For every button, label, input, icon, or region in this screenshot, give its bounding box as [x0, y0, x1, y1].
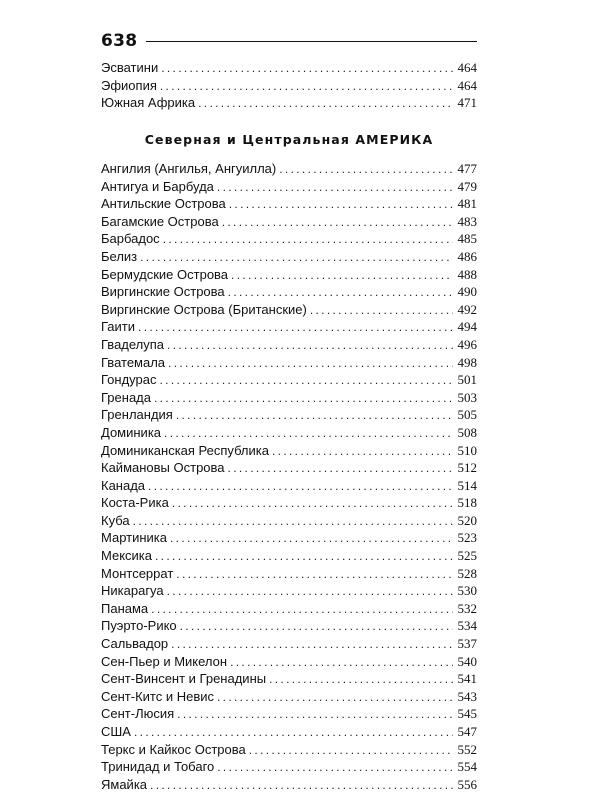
toc-entry-title: Мексика — [101, 548, 153, 564]
toc-entry-title: Бермудские Острова — [101, 266, 229, 282]
toc-entry — [101, 494, 477, 512]
toc-entry-title: Гватемала — [101, 354, 166, 370]
toc-entry-page: 537 — [457, 636, 477, 652]
toc-entry — [101, 600, 477, 618]
toc-entry-title: Сент-Винсент и Гренадины — [101, 671, 267, 687]
dot-leader — [160, 78, 453, 96]
toc-entry-title: США — [101, 724, 131, 739]
dot-leader — [161, 60, 453, 78]
dot-leader — [176, 566, 453, 584]
toc-entry-page: 520 — [457, 512, 477, 528]
toc-entry-page: 496 — [457, 336, 477, 352]
toc-entry — [101, 160, 477, 178]
toc-entry-title: Антигуа и Барбуда — [101, 178, 214, 194]
toc-entry-title: Теркс и Кайкос Острова — [101, 741, 246, 757]
dot-leader — [217, 759, 453, 777]
dot-leader — [172, 495, 453, 513]
toc-entry-page: 547 — [457, 724, 477, 739]
toc-entry — [101, 512, 477, 530]
toc-entry — [101, 741, 477, 759]
dot-leader — [217, 689, 453, 707]
toc-entry-page: 471 — [457, 95, 477, 111]
toc-entry-title: Эфиопия — [101, 77, 157, 93]
toc-entry-title: Доминиканская Республика — [101, 442, 269, 458]
toc-entry-page: 541 — [457, 671, 477, 687]
toc-entry — [101, 389, 477, 407]
toc-entry — [101, 442, 477, 460]
toc-entry-title: Монтсеррат — [101, 565, 174, 581]
toc-entry-title: Южная Африка — [101, 95, 196, 111]
toc-entry — [101, 248, 477, 266]
toc-entry-page: 464 — [457, 60, 477, 75]
toc-entry-page: 498 — [457, 354, 477, 370]
toc-entry — [101, 406, 477, 424]
toc-entry — [101, 688, 477, 706]
toc-entry — [101, 565, 477, 583]
dot-leader — [150, 777, 453, 794]
toc-entry — [101, 283, 477, 301]
toc-entry-title: Сент-Люсия — [101, 706, 175, 722]
toc-entry — [101, 547, 477, 565]
toc-entry-title: Канада — [101, 477, 146, 493]
dot-leader — [180, 618, 453, 636]
toc-entry-title: Пуэрто-Рико — [101, 618, 177, 634]
toc-entry — [101, 635, 477, 653]
dot-leader — [229, 196, 453, 214]
dot-leader — [151, 601, 453, 619]
toc-entry-title: Гондурас — [101, 372, 157, 388]
toc-entry-page: 488 — [457, 266, 477, 282]
toc-entry-page: 486 — [457, 248, 477, 264]
toc-entry-title: Коста-Рика — [101, 495, 169, 511]
toc-entry-page: 534 — [457, 618, 477, 634]
toc-entry-page: 492 — [457, 301, 477, 317]
toc-entry-page: 490 — [457, 284, 477, 300]
toc-list-north-central-america — [101, 160, 477, 793]
dot-leader — [140, 249, 453, 267]
toc-entry-page: 530 — [457, 583, 477, 599]
toc-entry-title: Ангилия (Ангилья, Ангуилла) — [101, 161, 277, 176]
dot-leader — [198, 95, 453, 113]
dot-leader — [167, 583, 453, 601]
section-title: Северная и Центральная АМЕРИКА — [144, 132, 434, 147]
toc-entry-title: Сальвадор — [101, 636, 169, 652]
toc-entry-page: 481 — [457, 196, 477, 212]
toc-entry — [101, 77, 477, 95]
toc-entry — [101, 318, 477, 336]
toc-entry-page: 494 — [457, 319, 477, 335]
dot-leader — [231, 267, 453, 285]
toc-entry-title: Гваделупа — [101, 336, 165, 352]
toc-entry — [101, 477, 477, 495]
toc-entry — [101, 371, 477, 389]
header-rule — [146, 41, 477, 42]
toc-entry — [101, 94, 477, 112]
toc-entry — [101, 758, 477, 776]
toc-entry — [101, 213, 477, 231]
toc-entry-title: Антильские Острова — [101, 196, 226, 212]
dot-leader — [148, 478, 453, 496]
dot-leader — [272, 443, 453, 461]
dot-leader — [228, 284, 453, 302]
toc-entry-title: Никарагуа — [101, 583, 164, 599]
dot-leader — [269, 671, 453, 689]
toc-entry — [101, 705, 477, 723]
toc-list-africa-tail — [101, 59, 477, 112]
toc-entry-title: Тринидад и Тобаго — [101, 759, 215, 775]
toc-entry-title: Сент-Китс и Невис — [101, 688, 214, 704]
dot-leader — [217, 179, 453, 197]
toc-entry — [101, 653, 477, 671]
dot-leader — [159, 372, 453, 390]
dot-leader — [177, 706, 453, 724]
toc-entry — [101, 230, 477, 248]
toc-entry-page: 523 — [457, 530, 477, 546]
toc-entry-page: 543 — [457, 688, 477, 704]
toc-entry-title: Панама — [101, 600, 149, 616]
toc-entry-title: Виргинские Острова — [101, 284, 225, 300]
dot-leader — [133, 513, 453, 531]
dot-leader — [171, 636, 453, 654]
toc-entry-title: Гаити — [101, 319, 136, 335]
toc-entry-page: 514 — [457, 477, 477, 493]
toc-entry-page: 501 — [457, 372, 477, 388]
toc-entry-title: Эсватини — [101, 60, 159, 75]
toc-entry — [101, 670, 477, 688]
toc-entry-title: Сен-Пьер и Микелон — [101, 653, 228, 669]
toc-entry — [101, 529, 477, 547]
toc-entry — [101, 59, 477, 77]
toc-entry-page: 508 — [457, 424, 477, 440]
toc-entry-page: 479 — [457, 178, 477, 194]
toc-entry-page: 510 — [457, 442, 477, 458]
dot-leader — [154, 390, 453, 408]
dot-leader — [176, 407, 453, 425]
toc-entry-title: Гренландия — [101, 407, 173, 423]
toc-entry-title: Гренада — [101, 389, 151, 405]
toc-entry-title: Барбадос — [101, 231, 160, 247]
toc-entry-page: 464 — [457, 77, 477, 93]
toc-entry — [101, 776, 477, 794]
dot-leader — [167, 337, 453, 355]
toc-entry-page: 532 — [457, 600, 477, 616]
toc-entry-page: 540 — [457, 653, 477, 669]
toc-entry-page: 525 — [457, 548, 477, 564]
toc-entry-title: Мартиника — [101, 530, 168, 546]
dot-leader — [155, 548, 453, 566]
toc-entry-page: 483 — [457, 213, 477, 229]
toc-entry — [101, 617, 477, 635]
toc-entry-page: 552 — [457, 741, 477, 757]
toc-entry-page: 503 — [457, 389, 477, 405]
dot-leader — [249, 742, 453, 760]
toc-entry-title: Багамские Острова — [101, 213, 219, 229]
toc-entry-page: 505 — [457, 407, 477, 423]
toc-entry-page: 485 — [457, 231, 477, 247]
dot-leader — [164, 425, 453, 443]
dot-leader — [310, 302, 453, 320]
toc-entry-title: Виргинские Острова (Британские) — [101, 301, 307, 317]
toc-entry-title: Куба — [101, 512, 130, 528]
toc-entry-page: 512 — [457, 460, 477, 476]
toc-entry — [101, 582, 477, 600]
page-number: 638 — [101, 31, 138, 51]
dot-leader — [230, 654, 453, 672]
toc-entry-page: 556 — [457, 776, 477, 792]
dot-leader — [134, 724, 453, 742]
toc-entry — [101, 424, 477, 442]
toc-entry — [101, 723, 477, 741]
dot-leader — [138, 319, 453, 337]
dot-leader — [168, 355, 453, 373]
toc-entry — [101, 354, 477, 372]
dot-leader — [279, 161, 453, 179]
toc-entry-page: 545 — [457, 706, 477, 722]
toc-entry-page: 554 — [457, 759, 477, 775]
dot-leader — [163, 231, 453, 249]
toc-entry-title: Ямайка — [101, 776, 148, 792]
toc-entry-page: 528 — [457, 565, 477, 581]
dot-leader — [170, 530, 453, 548]
toc-entry-title: Доминика — [101, 424, 162, 440]
toc-entry — [101, 301, 477, 319]
toc-entry — [101, 178, 477, 196]
toc-entry — [101, 195, 477, 213]
toc-entry — [101, 266, 477, 284]
toc-entry-title: Каймановы Острова — [101, 460, 225, 476]
toc-entry-page: 477 — [457, 161, 477, 176]
dot-leader — [228, 460, 453, 478]
toc-entry-title: Белиз — [101, 248, 138, 264]
toc-entry-page: 518 — [457, 495, 477, 511]
dot-leader — [222, 214, 453, 232]
toc-entry — [101, 459, 477, 477]
toc-entry — [101, 336, 477, 354]
